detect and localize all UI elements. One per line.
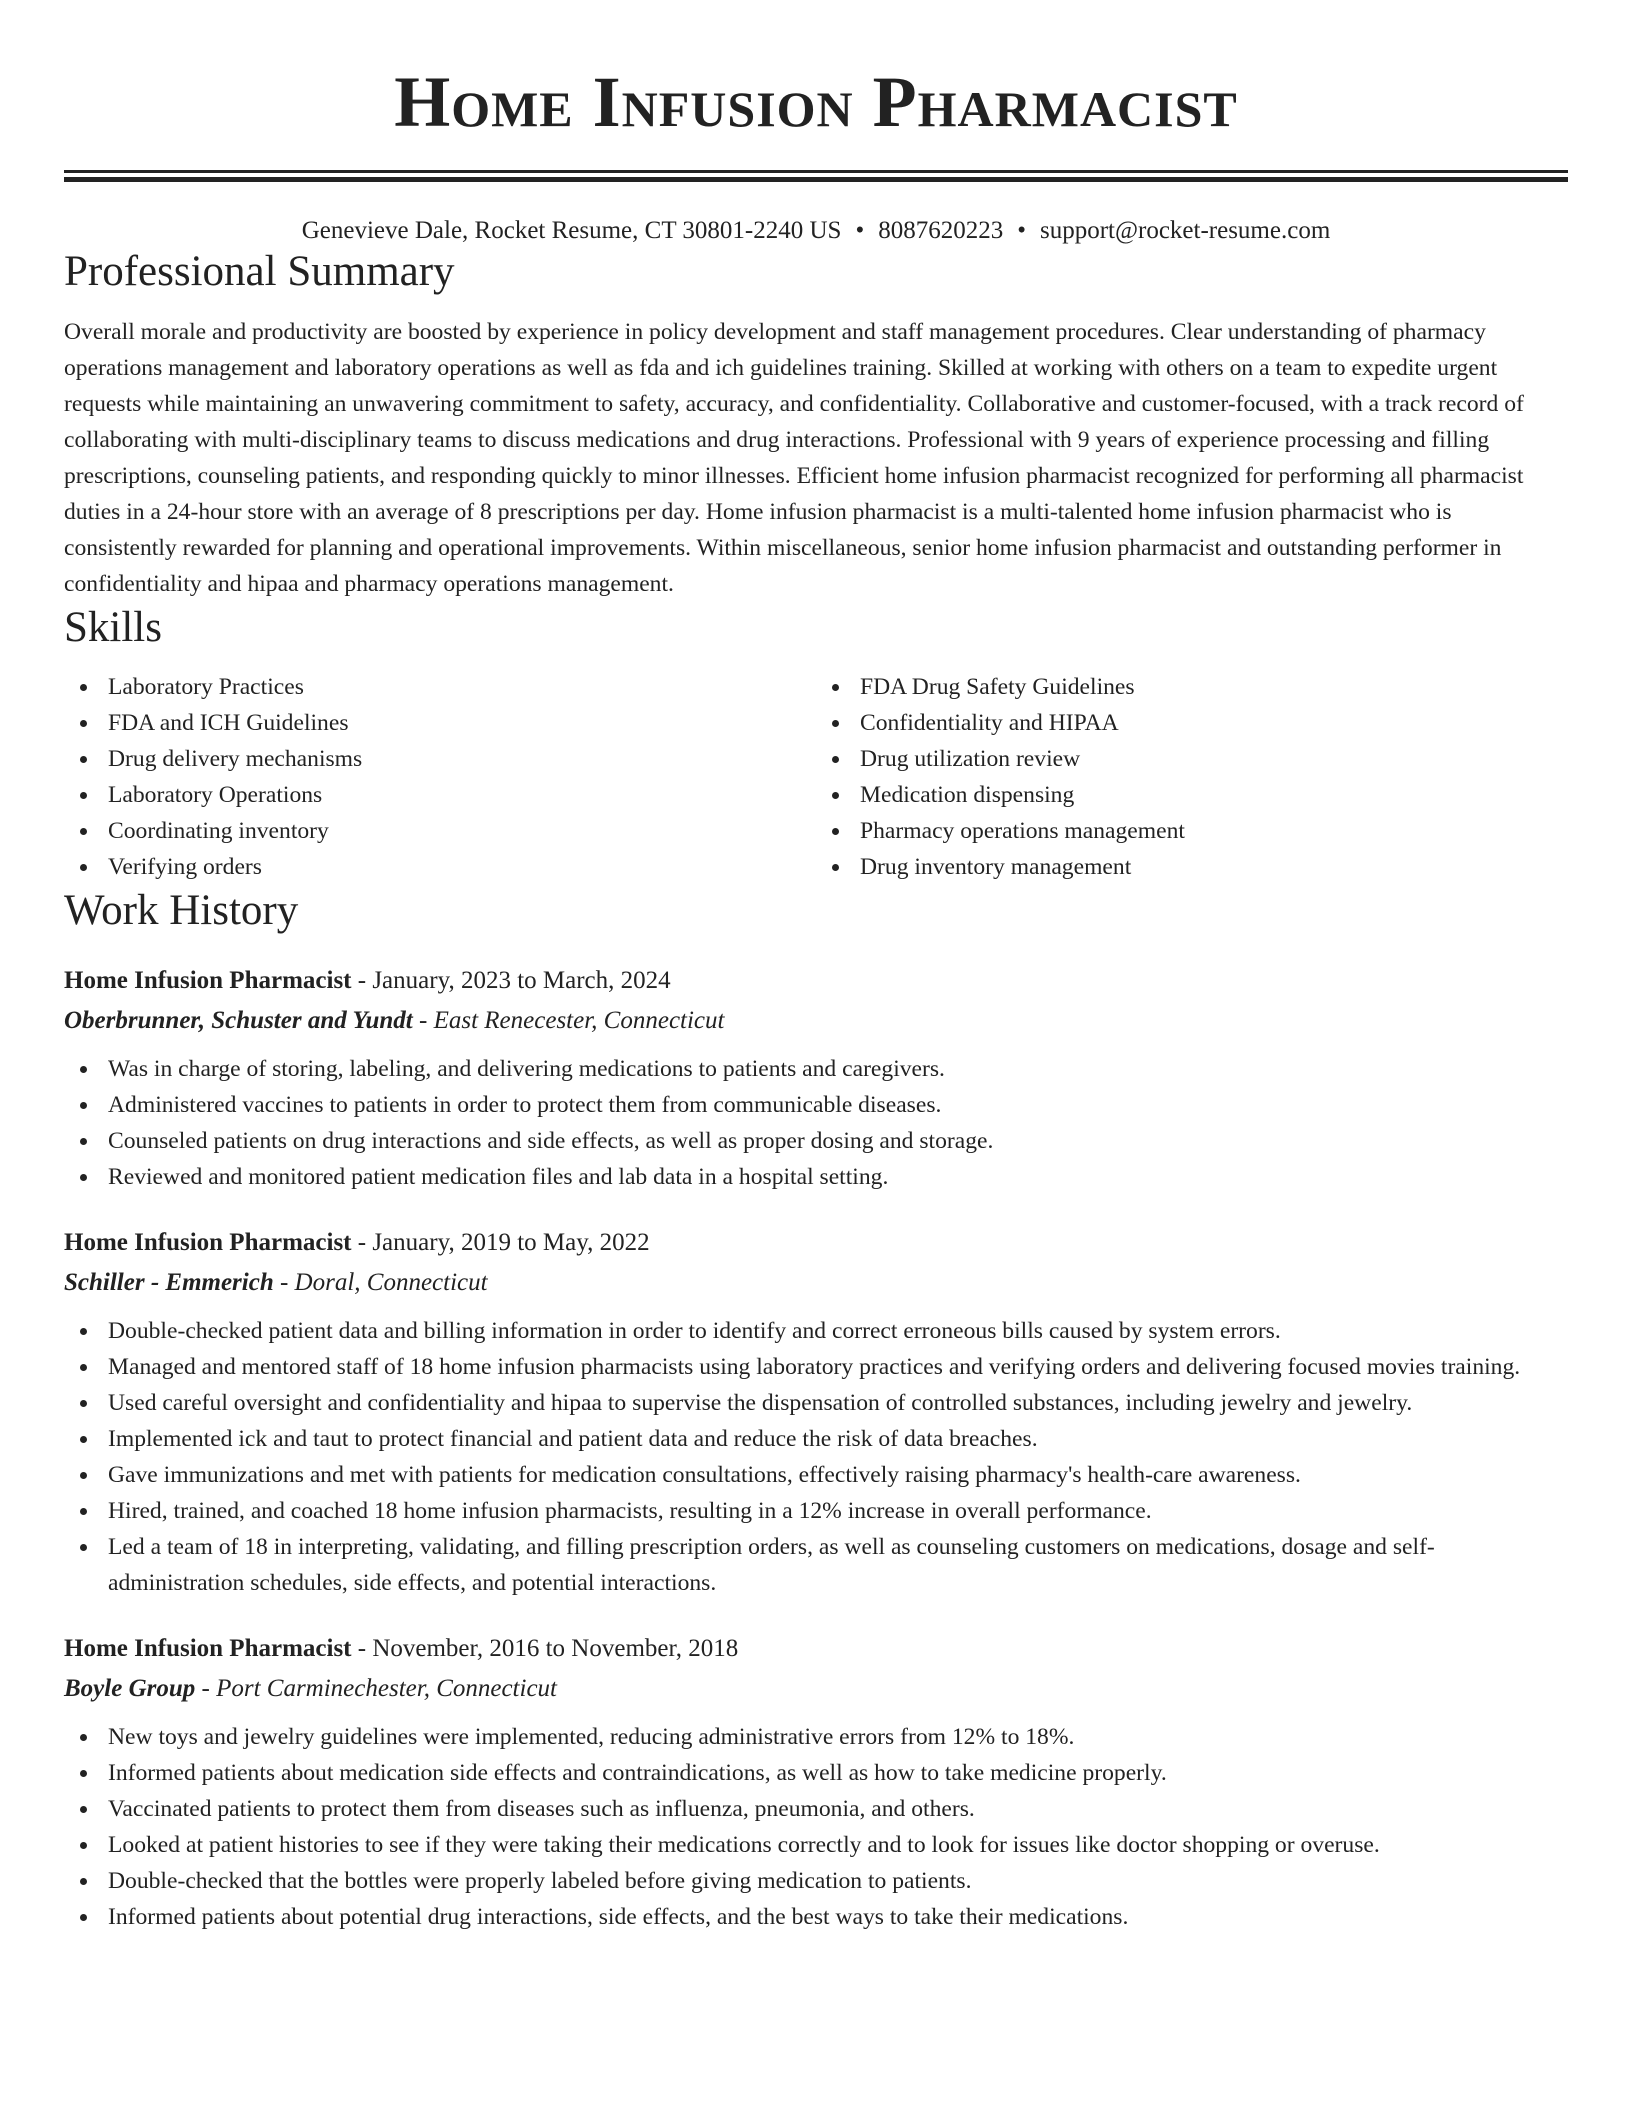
job-bullet: Counseled patients on drug interactions and side effects, as well as proper dosing and storage. xyxy=(64,1123,1568,1159)
job-dates: - January, 2023 to March, 2024 xyxy=(351,966,671,994)
job-company-line xyxy=(64,1669,1568,1709)
contact-line xyxy=(64,216,1568,246)
summary-heading: Professional Summary xyxy=(64,248,455,295)
skill-item: Drug delivery mechanisms xyxy=(64,741,816,777)
job-bullets xyxy=(64,1313,1568,1601)
job-bullets xyxy=(64,1719,1568,1935)
skills-heading: Skills xyxy=(64,603,162,651)
job-bullet: Looked at patient histories to see if they were taking their medications correctly and to look for issues like doctor shopping or overuse. xyxy=(64,1827,1568,1863)
job-title: Home Infusion Pharmacist xyxy=(64,966,352,994)
job-bullet: Managed and mentored staff of 18 home infusion pharmacists using laboratory practices and verifying orders and delivering focused movies training. xyxy=(64,1349,1568,1385)
skills-list xyxy=(64,669,1568,885)
contact-phone: 8087620223 xyxy=(878,217,1004,244)
job-title-line xyxy=(64,961,1568,1001)
job-title-line xyxy=(64,1223,1568,1263)
job-location: - East Renecester, Connecticut xyxy=(412,1006,725,1034)
job-bullet: Administered vaccines to patients in order to protect them from communicable diseases. xyxy=(64,1087,1568,1123)
job-bullet: Used careful oversight and confidentiality and hipaa to supervise the dispensation of controlled substances, including jewelry and jewelry. xyxy=(64,1385,1568,1421)
skill-item: Drug utilization review xyxy=(816,741,1568,777)
job-bullet: Led a team of 18 in interpreting, validating, and filling prescription orders, as well as counseling customers on medications, dosage and self-administration schedules, side effects, and potential interactions. xyxy=(64,1529,1568,1601)
job-entry xyxy=(64,961,1568,1195)
job-bullet: Double-checked patient data and billing information in order to identify and correct erroneous bills caused by system errors. xyxy=(64,1313,1568,1349)
skill-item: Laboratory Operations xyxy=(64,777,816,813)
skill-item: Medication dispensing xyxy=(816,777,1568,813)
job-location: - Doral, Connecticut xyxy=(273,1268,488,1296)
summary-text: Overall morale and productivity are boosted by experience in policy development and staff management procedures. Clear understanding of pharmacy operations management and laboratory operations as well as fda and ich guidelines training. Skilled at working with others on a team to expedite urgent requests while maintaining an unwavering commitment to safety, accuracy, and confidentiality. Collaborative and customer-focused, with a track record of collaborating with multi-disciplinary teams to discuss medications and drug interactions. Professional with 9 years of experience processing and filling prescriptions, counseling patients, and responding quickly to minor illnesses. Efficient home infusion pharmacist recognized for performing all pharmacist duties in a 24-hour store with an average of 8 prescriptions per day. Home infusion pharmacist is a multi-talented home infusion pharmacist who is consistently rewarded for planning and operational improvements. Within miscellaneous, senior home infusion pharmacist and outstanding performer in confidentiality and hipaa and pharmacy operations management. xyxy=(64,318,1524,597)
job-dates: - January, 2019 to May, 2022 xyxy=(351,1228,650,1256)
skill-item: Confidentiality and HIPAA xyxy=(816,705,1568,741)
resume-title: Home Infusion Pharmacist xyxy=(394,62,1238,142)
skill-item: FDA and ICH Guidelines xyxy=(64,705,816,741)
job-bullet: Was in charge of storing, labeling, and delivering medications to patients and caregivers. xyxy=(64,1051,1568,1087)
job-company: Schiller - Emmerich xyxy=(64,1268,274,1296)
job-company-line xyxy=(64,1263,1568,1303)
job-bullet: Informed patients about medication side effects and contraindications, as well as how to take medicine properly. xyxy=(64,1755,1568,1791)
contact-separator: • xyxy=(855,217,865,244)
skill-item: Laboratory Practices xyxy=(64,669,816,705)
skill-item: FDA Drug Safety Guidelines xyxy=(816,669,1568,705)
job-title-line xyxy=(64,1629,1568,1669)
work-history-heading: Work History xyxy=(64,887,299,935)
contact-address: Genevieve Dale, Rocket Resume, CT 30801-2240 US xyxy=(301,217,842,244)
job-entry xyxy=(64,1629,1568,1935)
contact-email: support@rocket-resume.com xyxy=(1039,217,1331,244)
job-bullet: New toys and jewelry guidelines were implemented, reducing administrative errors from 12% to 18%. xyxy=(64,1719,1568,1755)
job-company: Oberbrunner, Schuster and Yundt xyxy=(64,1006,413,1034)
job-dates: - November, 2016 to November, 2018 xyxy=(351,1634,739,1662)
job-title: Home Infusion Pharmacist xyxy=(64,1634,352,1662)
skills-column-left xyxy=(64,669,816,885)
job-company-line xyxy=(64,1001,1568,1041)
job-entry xyxy=(64,1223,1568,1601)
job-bullet: Hired, trained, and coached 18 home infusion pharmacists, resulting in a 12% increase in overall performance. xyxy=(64,1493,1568,1529)
job-bullet: Vaccinated patients to protect them from diseases such as influenza, pneumonia, and others. xyxy=(64,1791,1568,1827)
job-bullet: Informed patients about potential drug interactions, side effects, and the best ways to take their medications. xyxy=(64,1899,1568,1935)
job-bullet: Gave immunizations and met with patients for medication consultations, effectively raising pharmacy's health-care awareness. xyxy=(64,1457,1568,1493)
contact-separator: • xyxy=(1017,217,1026,244)
job-company: Boyle Group xyxy=(64,1674,196,1702)
title-divider xyxy=(64,170,1568,182)
skill-item: Verifying orders xyxy=(64,849,816,885)
job-bullets xyxy=(64,1051,1568,1195)
job-bullet: Reviewed and monitored patient medication files and lab data in a hospital setting. xyxy=(64,1159,1568,1195)
job-location: - Port Carminechester, Connecticut xyxy=(195,1674,557,1702)
skill-item: Pharmacy operations management xyxy=(816,813,1568,849)
job-bullet: Implemented ick and taut to protect financial and patient data and reduce the risk of data breaches. xyxy=(64,1421,1568,1457)
job-bullet: Double-checked that the bottles were properly labeled before giving medication to patients. xyxy=(64,1863,1568,1899)
job-title: Home Infusion Pharmacist xyxy=(64,1228,352,1256)
skill-item: Coordinating inventory xyxy=(64,813,816,849)
skill-item: Drug inventory management xyxy=(816,849,1568,885)
skills-column-right xyxy=(816,669,1568,885)
